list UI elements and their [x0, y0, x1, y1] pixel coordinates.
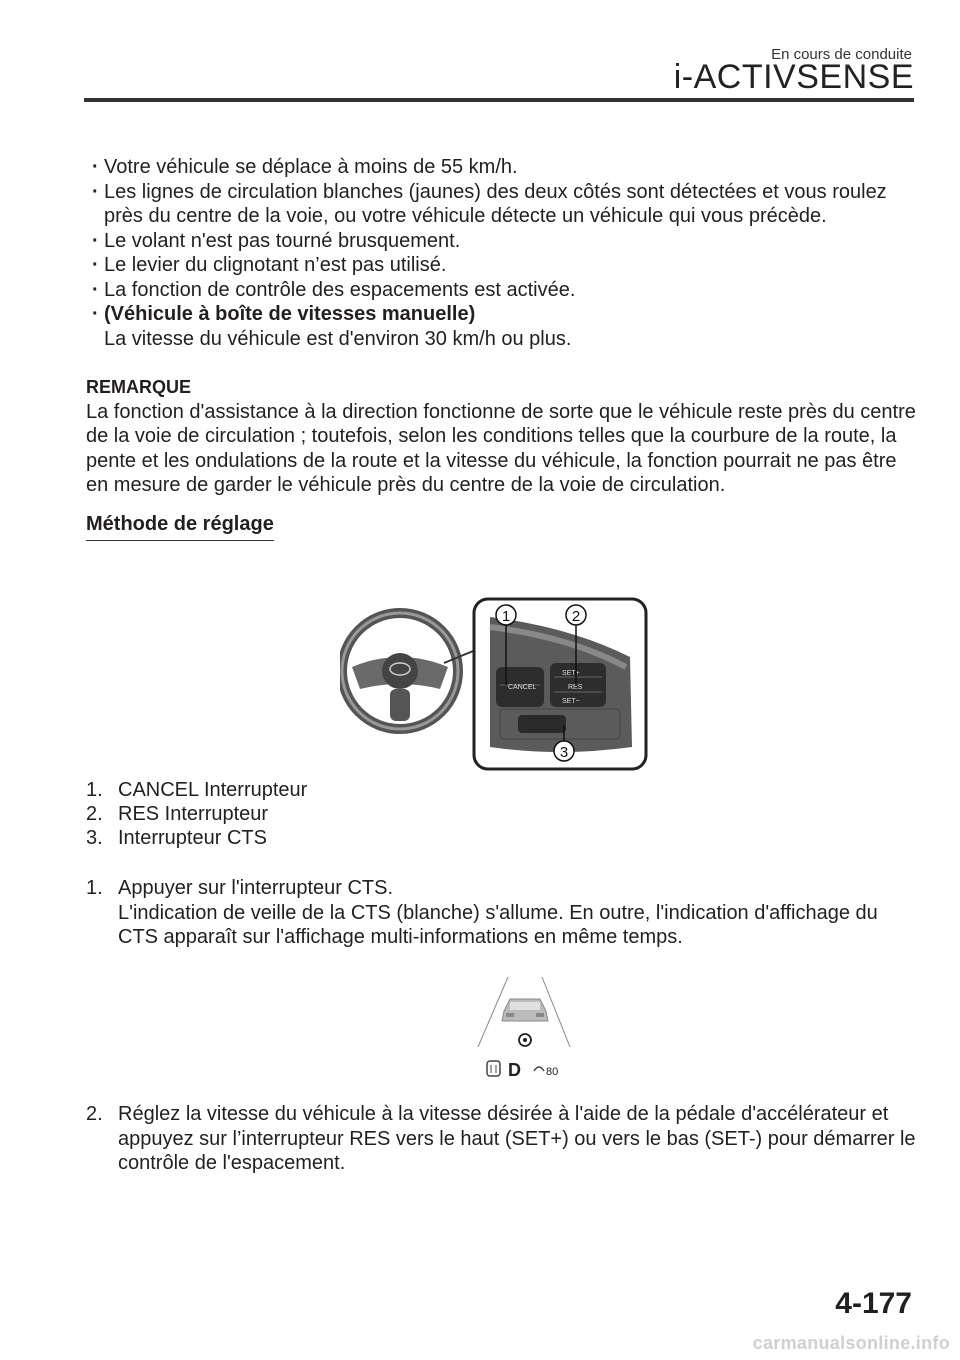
- set-speed: 80: [546, 1066, 559, 1078]
- list-item: 2. RES Interrupteur: [86, 803, 269, 825]
- watermark: carmanualsonline.info: [752, 1333, 950, 1353]
- list-item: · Votre véhicule se déplace à moins de 55 km/h.: [104, 155, 918, 180]
- condition-qualifier: (Véhicule à boîte de vitesses manuelle): [104, 303, 476, 325]
- main-content: [86, 155, 918, 541]
- list-item: · (Véhicule à boîte de vitesses manuelle) La vitesse du véhicule est d'environ 30 km/h ou plus.: [104, 302, 918, 351]
- step-2: 2. Réglez la vitesse du véhicule à la vitesse désirée à l'aide de la pédale d'accélérateur et appuyez sur l’interrupteur RES vers le haut (SET+) ou vers le bas (SET-) pour démarrer le contrôle de l'espacement.: [86, 1103, 916, 1174]
- section-title: Méthode de réglage: [86, 512, 274, 542]
- page-number: 4-177: [835, 1287, 912, 1320]
- list-item: · Le levier du clignotant n’est pas utilisé.: [104, 253, 918, 278]
- list-item: 1. CANCEL Interrupteur: [86, 779, 308, 801]
- header-chapter-title: i-ACTIVSENSE: [673, 58, 914, 96]
- condition-list: [86, 155, 918, 351]
- list-item: · La fonction de contrôle des espacements est activée.: [104, 278, 918, 303]
- header-section-label: En cours de conduite: [771, 46, 912, 63]
- callout-2: 2: [571, 608, 581, 625]
- set-minus-button-label: SET−: [562, 698, 580, 705]
- gear-indicator: D: [508, 1060, 521, 1080]
- callout-3: 3: [559, 744, 569, 761]
- cancel-button-label: CANCEL: [508, 684, 537, 691]
- list-item: · Le volant n'est pas tourné brusquement.: [104, 229, 918, 254]
- display-figure: [470, 975, 580, 1080]
- vehicle-ahead-icon: [502, 999, 548, 1021]
- note-body: La fonction d'assistance à la direction fonctionne de sorte que le véhicule reste près du centre de la voie de circulation ; toutefois, selon les conditions telles que la courbure de la route, la pente et les ondulations de la route et la vitesse du véhicule, la fonction pourrait ne pas être en mesure de garder le véhicule près du centre de la voie de circulation.: [86, 400, 916, 496]
- cruise-icon: [534, 1067, 544, 1071]
- list-item: 3. Interrupteur CTS: [86, 827, 267, 849]
- list-item: · Les lignes de circulation blanches (jaunes) des deux côtés sont détectées et vous roulez près du centre de la voie, ou votre véhicule détecte un véhicule qui vous précède.: [104, 180, 918, 229]
- note-block: [86, 375, 918, 498]
- note-title: REMARQUE: [86, 377, 192, 397]
- legend-list: [86, 778, 307, 850]
- lane-icon: [487, 1061, 500, 1076]
- steering-wheel-figure: [340, 597, 650, 773]
- steering-wheel-icon: [342, 613, 458, 729]
- step-1: 1. Appuyer sur l'interrupteur CTS. L'indication de veille de la CTS (blanche) s'allume. En outre, l'indication d'affichage du CTS apparaît sur l'affichage multi-informations en même temps.: [86, 876, 918, 950]
- header-rule: [84, 98, 914, 102]
- set-plus-button-label: SET+: [562, 670, 580, 677]
- res-button-label: RES: [568, 684, 583, 691]
- callout-1: 1: [501, 608, 511, 625]
- step-1-detail: L'indication de veille de la CTS (blanche) s'allume. En outre, l'indication d'affichage du CTS apparaît sur l'affichage multi-informations en même temps.: [118, 901, 878, 948]
